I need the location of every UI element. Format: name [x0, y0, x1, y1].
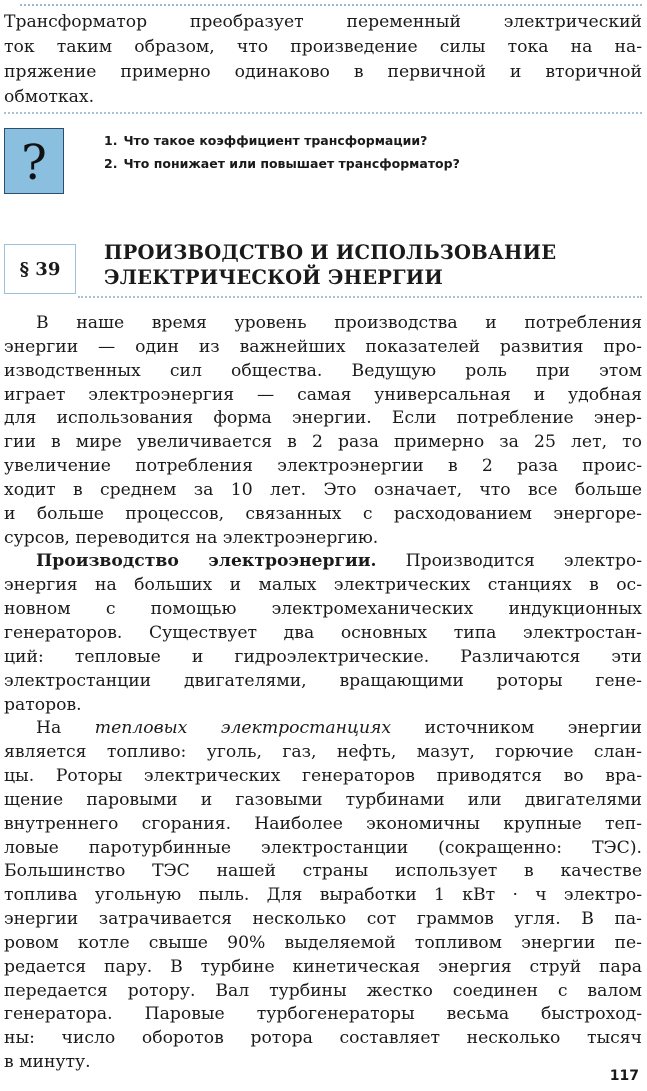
section-title-line: ПРОИЗВОДСТВО И ИСПОЛЬЗОВАНИЕ	[104, 241, 557, 264]
question-number: 2.	[104, 156, 118, 171]
text-line: щение паровыми и газовыми турбинами или двигателями	[4, 789, 642, 810]
text-line: новном с помощью электромеханических индукционных	[4, 599, 642, 620]
section-title-line: ЭЛЕКТРИЧЕСКОЙ ЭНЕРГИИ	[104, 266, 444, 289]
italic-term: тепловых электростанциях	[94, 718, 392, 739]
question-mark-icon	[4, 128, 64, 194]
text-line	[4, 717, 642, 741]
text-line: сурсов, переводится на электроэнергию.	[4, 527, 379, 548]
text-fragment: На	[36, 718, 95, 739]
text-line: передается ротору. Вал турбины жестко соединен с валом	[4, 980, 642, 1001]
divider	[4, 112, 642, 114]
text-line: изводственных сил общества. Ведущую роль при этом	[4, 360, 642, 381]
text-line: является топливо: уголь, газ, нефть, мазут, горючие слан-	[4, 742, 642, 763]
question-item	[104, 152, 624, 175]
question-item	[104, 129, 624, 152]
divider	[78, 296, 642, 298]
text-fragment: Производится электро-	[376, 551, 642, 572]
questions-list	[104, 129, 624, 175]
page-number: 117	[609, 1068, 639, 1084]
text-line: ловые паротурбинные электростанции (сокращенно: ТЭС).	[4, 837, 642, 858]
text-line: ны: число оборотов ротора составляет несколько тысяч	[4, 1028, 642, 1049]
question-mark-glyph	[12, 135, 56, 187]
text-line: В наше время уровень производства и потребления	[36, 313, 642, 333]
text-line: редается пару. В турбине кинетическая энергия струй пара	[4, 956, 642, 977]
text-line: ровом котле свыше 90% выделяемой топливом энергии пе-	[4, 932, 642, 953]
section-number: § 39	[4, 244, 76, 294]
section-title	[104, 240, 624, 290]
text-line: Большинство ТЭС нашей страны использует в качестве	[4, 861, 642, 882]
text-line: играет электроэнергия — самая универсальная и удобная	[4, 384, 642, 405]
text-line: и больше процессов, связанных с расходованием энергоре-	[4, 503, 642, 524]
text-line: для использования форма энергии. Если потребление энер-	[4, 408, 642, 429]
text-line: пряжение примерно одинаково в первичной и вторичной	[4, 62, 642, 82]
question-text: Что такое коэффициент трансформации?	[123, 133, 428, 148]
text-line	[4, 550, 642, 574]
section-body	[4, 312, 642, 1075]
intro-paragraph	[4, 10, 642, 110]
paragraph-heading: Производство электроэнергии.	[36, 551, 377, 572]
text-line: энергии — один из важнейших показателей развития про-	[4, 336, 642, 357]
text-line: электростанции двигателями, вращающими роторы гене-	[4, 670, 642, 691]
text-fragment: источником энергии	[391, 718, 642, 739]
text-line: в минуту.	[4, 1052, 91, 1073]
svg-text:?: ?	[21, 135, 47, 187]
text-line: цы. Роторы электрических генераторов приводятся во вра-	[4, 766, 642, 787]
text-line: раторов.	[4, 694, 82, 715]
text-line: ходит в среднем за 10 лет. Это означает, что все больше	[4, 479, 642, 500]
question-number: 1.	[104, 133, 118, 148]
text-line: энергия на больших и малых электрических станциях в ос-	[4, 575, 642, 596]
text-line: топлива угольную пыль. Для выработки 1 кВт · ч электро-	[4, 885, 642, 906]
text-line: обмотках.	[4, 87, 95, 107]
top-divider	[20, 4, 642, 6]
text-line: гии в мире увеличивается в 2 раза примерно за 25 лет, то	[4, 432, 642, 453]
text-line: Трансформатор преобразует переменный электрический	[4, 12, 642, 32]
text-line: генераторов. Существует два основных типа электростан-	[4, 622, 642, 643]
text-line: внутреннего сгорания. Наиболее экономичны крупные теп-	[4, 813, 642, 834]
text-line: ций: тепловые и гидроэлектрические. Различаются эти	[4, 646, 642, 667]
question-text: Что понижает или повышает трансформатор?	[123, 156, 460, 171]
text-line: энергии затрачивается несколько сот граммов угля. В па-	[4, 909, 642, 930]
text-line: ток таким образом, что произведение силы тока на на-	[4, 37, 642, 57]
text-line: генератора. Паровые турбогенераторы весьма быстроход-	[4, 1004, 642, 1025]
text-line: увеличение потребления электроэнергии в 2 раза проис-	[4, 456, 642, 477]
